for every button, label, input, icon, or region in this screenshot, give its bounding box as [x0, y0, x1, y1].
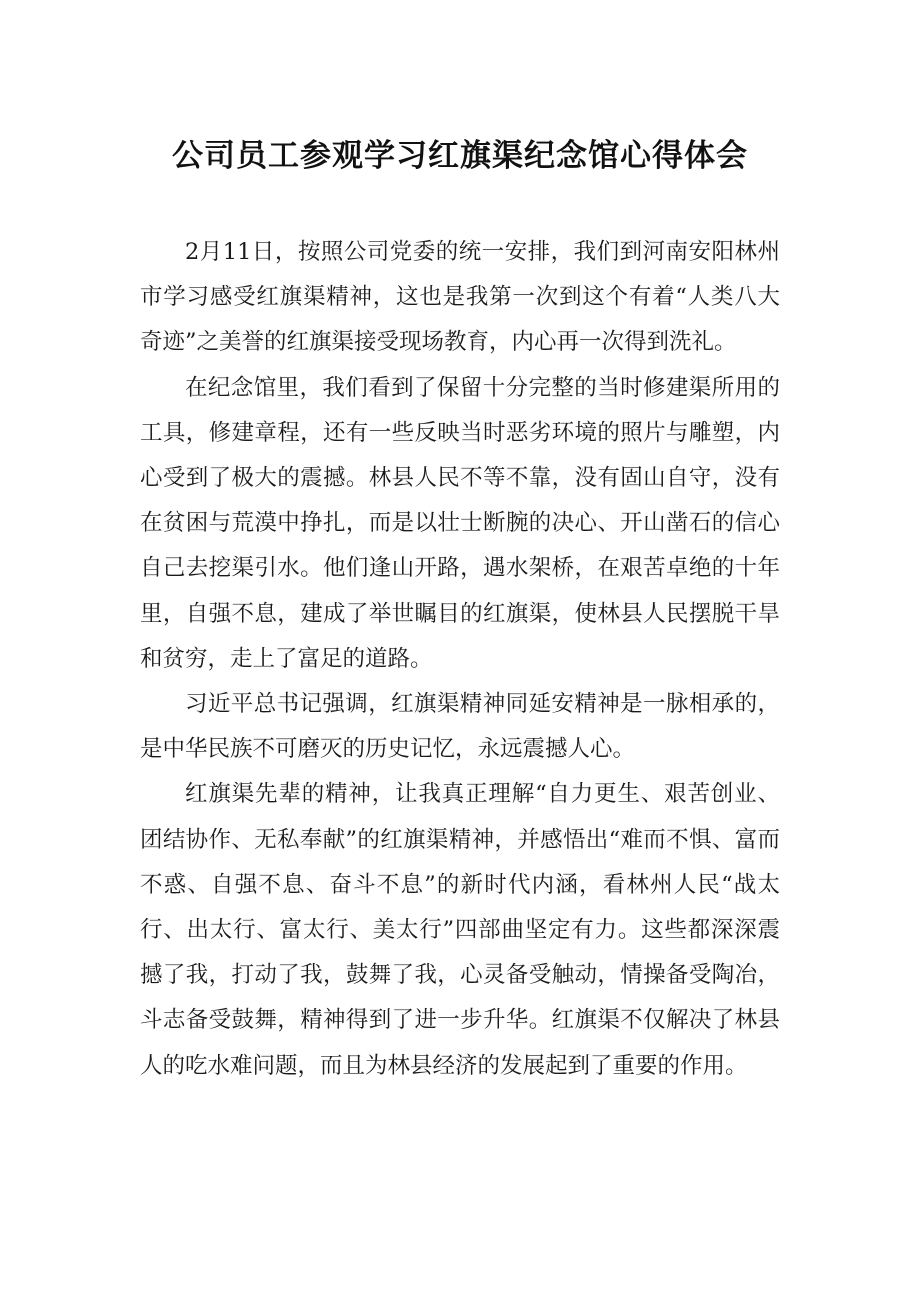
paragraph-3: 习近平总书记强调，红旗渠精神同延安精神是一脉相承的，是中华民族不可磨灭的历史记忆，永远震撼人心。	[140, 691, 780, 763]
document-title: 公司员工参观学习红旗渠纪念馆心得体会	[172, 138, 748, 174]
paragraph-1: 2月11日，按照公司党委的统一安排，我们到河南安阳林州市学习感受红旗渠精神，这也是我第一次到这个有着“人类八大奇迹”之美誉的红旗渠接受现场教育，内心再一次得到洗礼。	[140, 239, 780, 356]
paragraph-4: 红旗渠先辈的精神，让我真正理解“自力更生、艰苦创业、团结协作、无私奉献”的红旗渠精神，并感悟出“难而不惧、富而不惑、自强不息、奋斗不息”的新时代内涵，看林州人民“战太行、出太行、富太行、美太行”四部曲坚定有力。这些都深深震撼了我，打动了我，鼓舞了我，心灵备受触动，情操备受陶冶，斗志备受鼓舞，精神得到了进一步升华。红旗渠不仅解决了林县人的吃水难问题，而且为林县经济的发展起到了重要的作用。	[140, 781, 780, 1079]
paragraph-2: 在纪念馆里，我们看到了保留十分完整的当时修建渠所用的工具，修建章程，还有一些反映当时恶劣环境的照片与雕塑，内心受到了极大的震撼。林县人民不等不靠，没有固山自守，没有在贫困与荒漠中挣扎，而是以壮士断腕的决心、开山凿石的信心自己去挖渠引水。他们逢山开路，遇水架桥，在艰苦卓绝的十年里，自强不息，建成了举世瞩目的红旗渠，使林县人民摆脱干旱和贫穷，走上了富足的道路。	[140, 374, 780, 672]
document-body	[140, 230, 780, 1089]
